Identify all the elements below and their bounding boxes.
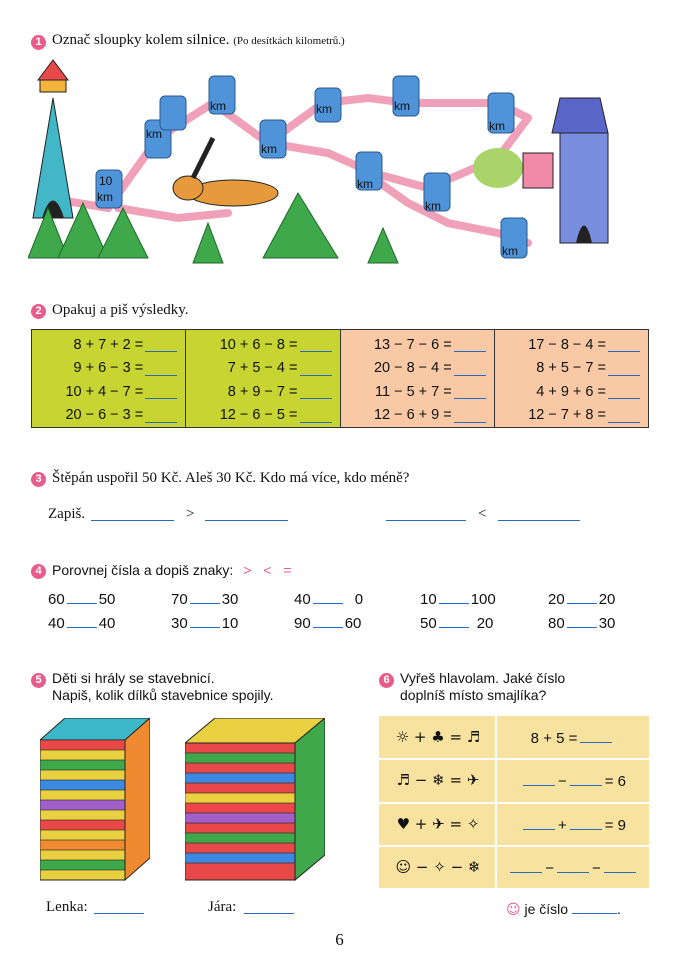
milestone-km-4: km — [261, 142, 277, 156]
smiley-icon: ☺ — [506, 902, 521, 918]
exercise[interactable]: 4 + 9 + 6 = — [495, 380, 648, 404]
tower-left — [33, 60, 73, 218]
milestone-km-8: km — [357, 177, 373, 191]
exercise[interactable]: 8 + 7 + 2 = — [32, 333, 185, 357]
symbol-equation: ☼ + ♣ = ♬ — [395, 728, 481, 746]
comparison-item[interactable]: 40 0 — [294, 591, 364, 608]
puzzle-row-1 — [379, 716, 649, 758]
task5-number: 5 — [31, 673, 46, 688]
brick-stack-lenka — [40, 718, 150, 883]
comparison-item[interactable]: 30 10 — [171, 615, 239, 632]
milestone-km-7: km — [489, 119, 505, 133]
exercise[interactable]: 10 + 4 − 7 = — [32, 380, 185, 404]
milestone-km-5: km — [316, 102, 332, 116]
answer-blank[interactable] — [205, 506, 288, 521]
task5-line1: Děti si hrály se stavebnicí. — [52, 670, 215, 686]
brick-stack-jara — [185, 718, 325, 883]
tower-right — [552, 98, 608, 243]
task1-note: (Po desítkách kilometrů.) — [233, 35, 345, 47]
comparison-item[interactable]: 80 30 — [548, 615, 616, 632]
task1-number: 1 — [31, 35, 46, 50]
number-equation[interactable]: − − — [503, 858, 643, 877]
comparison-row-2 — [48, 613, 648, 633]
house — [473, 148, 553, 188]
exercise[interactable]: 8 + 5 − 7 = — [495, 357, 648, 381]
task5-answers — [46, 899, 366, 919]
task2-number: 2 — [31, 304, 46, 319]
exercise-column-2 — [186, 330, 340, 427]
task4-number: 4 — [31, 564, 46, 579]
comparison-item[interactable]: 70 30 — [171, 591, 239, 608]
task6-number: 6 — [379, 673, 394, 688]
exercise[interactable]: 12 − 6 + 9 = — [341, 404, 494, 428]
comparison-signs: > < = — [243, 562, 296, 578]
page-number: 6 — [335, 930, 344, 949]
exercise[interactable]: 17 − 8 − 4 = — [495, 333, 648, 357]
milestone-km-10: km — [502, 244, 518, 258]
task3-heading: Štěpán uspořil 50 Kč. Aleš 30 Kč. Kdo má více, kdo méně? — [52, 470, 410, 486]
exercise-column-1 — [32, 330, 186, 427]
exercise[interactable]: 7 + 5 − 4 = — [186, 357, 339, 381]
comparison-item[interactable]: 50 20 — [420, 615, 494, 632]
answer-blank[interactable] — [498, 506, 580, 521]
comparison-item[interactable]: 20 20 — [548, 591, 616, 608]
task4-text: Porovnej čísla a dopiš znaky: — [52, 562, 234, 578]
task3-answer-line — [48, 506, 648, 526]
exercise[interactable]: 12 − 7 + 8 = — [495, 404, 648, 428]
puzzle-row-3 — [379, 803, 649, 845]
smiley-answer: ☺ je číslo . — [506, 901, 621, 918]
task1-text: Označ sloupky kolem silnice. — [52, 32, 230, 48]
smiley-answer-blank[interactable] — [572, 899, 617, 914]
exercise[interactable]: 20 − 8 − 4 = — [341, 357, 494, 381]
number-equation[interactable]: + = 9 — [503, 815, 643, 834]
task2-heading: Opakuj a piš výsledky. — [52, 302, 189, 318]
milestone-km-6: km — [394, 99, 410, 113]
exercise[interactable]: 11 − 5 + 7 = — [341, 380, 494, 404]
puzzle-row-2 — [379, 759, 649, 801]
milestone-km-9: km — [425, 199, 441, 213]
symbol-equation: ♥ + ✈ = ✧ — [396, 815, 480, 833]
task3-label: Zapiš. — [48, 506, 86, 522]
road-illustration — [28, 58, 648, 268]
milestone-km-2: km — [146, 127, 162, 141]
comparison-row-1 — [48, 589, 648, 609]
comparison-item[interactable]: 10 100 — [420, 591, 496, 608]
exercise-grid — [31, 329, 649, 428]
puzzle-row-4 — [379, 846, 649, 888]
task6-heading — [400, 670, 565, 704]
task3-number: 3 — [31, 472, 46, 487]
exercise-column-4 — [495, 330, 648, 427]
exercise[interactable]: 9 + 6 − 3 = — [32, 357, 185, 381]
comparison-item[interactable]: 90 60 — [294, 615, 362, 632]
symbol-equation: ☺ − ✧ − ❄ — [395, 858, 481, 876]
task6-line2: doplníš místo smajlíka? — [400, 687, 547, 703]
jara-answer-blank[interactable] — [244, 899, 294, 914]
exercise[interactable]: 12 − 6 − 5 = — [186, 404, 339, 428]
comparison-item[interactable]: 60 50 — [48, 591, 116, 608]
exercise-column-3 — [341, 330, 495, 427]
exercise[interactable]: 10 + 6 − 8 = — [186, 333, 339, 357]
milestone-first-number: 10 — [99, 174, 113, 188]
greater-sign: > — [186, 506, 195, 522]
exercise[interactable]: 8 + 9 − 7 = — [186, 380, 339, 404]
smiley-answer-text: je číslo — [524, 901, 569, 917]
lenka-answer-blank[interactable] — [94, 899, 144, 914]
answer-blank[interactable] — [91, 506, 174, 521]
jara-label: Jára: — [208, 899, 237, 915]
task1-heading — [52, 32, 345, 49]
exercise[interactable]: 20 − 6 − 3 = — [32, 404, 185, 428]
milestone-km-3: km — [210, 99, 226, 113]
number-equation[interactable]: − = 6 — [503, 771, 643, 790]
answer-blank[interactable] — [386, 506, 466, 521]
symbol-equation: ♬ − ❄ = ✈ — [396, 771, 480, 789]
number-equation[interactable]: 8 + 5 = — [503, 728, 643, 747]
milestone-km-1: km — [97, 190, 113, 204]
comparison-item[interactable]: 40 40 — [48, 615, 116, 632]
exercise[interactable]: 13 − 7 − 6 = — [341, 333, 494, 357]
task5-line2: Napiš, kolik dílků stavebnice spojily. — [52, 687, 274, 703]
task4-heading — [52, 562, 296, 578]
task5-heading — [52, 670, 274, 704]
task6-line1: Vyřeš hlavolam. Jaké číslo — [400, 670, 566, 686]
less-sign: < — [478, 506, 487, 522]
lenka-label: Lenka: — [46, 899, 88, 915]
puzzle-table — [379, 716, 649, 888]
